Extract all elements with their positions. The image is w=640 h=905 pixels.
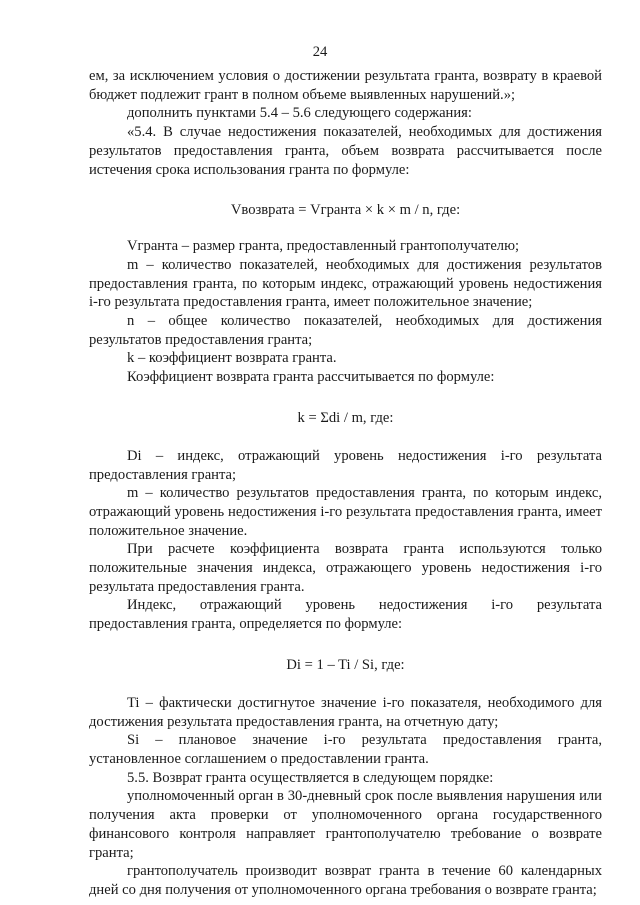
- page-number: 24: [312, 44, 328, 60]
- paragraph: Si – плановое значение i-го результата предоставления гранта, установленное соглашением о предоставлении гранта.: [89, 732, 602, 767]
- paragraph: Ti – фактически достигнутое значение i-го показателя, необходимого для достижения результата предоставления гранта, на отчетную дату;: [89, 694, 602, 730]
- paragraph: Vгранта – размер гранта, предоставленный грантополучателю;: [127, 238, 520, 255]
- paragraph: «5.4. В случае недостижения показателей, необходимых для достижения результатов предоставления гранта, объем возврата рассчитывается после истечения срока использования гранта по формуле:: [89, 124, 602, 178]
- paragraph: грантополучатель производит возврат гранта в течение 60 календарных дней со дня получения от уполномоченного органа требования о возврате гранта;: [89, 863, 602, 898]
- paragraph: уполномоченный орган в 30-дневный срок после выявления нарушения или получения акта проверки от уполномоченного органа государственного финансового контроля направляет грантополучателю требование о возврате гранта;: [89, 788, 602, 861]
- formula-coefficient: k = Σdi / m, где:: [297, 409, 394, 426]
- paragraph: дополнить пунктами 5.4 – 5.6 следующего содержания:: [127, 105, 472, 122]
- formula-index: Di = 1 – Ti / Si, где:: [286, 656, 405, 673]
- paragraph: Индекс, отражающий уровень недостижения i-го результата предоставления гранта, определяется по формуле:: [89, 597, 602, 633]
- paragraph: m – количество результатов предоставления гранта, по которым индекс, отражающий уровень недостижения i-го результата предоставления гранта, имеет положительное значение.: [89, 485, 602, 539]
- paragraph: m – количество показателей, необходимых для достижения результатов предоставления гранта, по которым индекс, отражающий уровень недостижения i-го результата предоставления гранта, имеет положительное значение;: [89, 256, 602, 311]
- document-body: [89, 67, 602, 900]
- paragraph: 5.5. Возврат гранта осуществляется в следующем порядке:: [127, 769, 494, 786]
- paragraph: При расчете коэффициента возврата гранта используются только положительные значения индекса, отражающего уровень недостижения i-го результата предоставления гранта.: [89, 541, 602, 595]
- paragraph: Di – индекс, отражающий уровень недостижения i-го результата предоставления гранта;: [89, 447, 602, 483]
- paragraph: Коэффициент возврата гранта рассчитывается по формуле:: [127, 369, 495, 386]
- paragraph: ем, за исключением условия о достижении результата гранта, возврату в краевой бюджет подлежит грант в полном объеме выявленных нарушений.»;: [89, 68, 602, 103]
- paragraph: n – общее количество показателей, необходимых для достижения результатов предоставления гранта;: [89, 313, 602, 348]
- formula-return-volume: Vвозврата = Vгранта × k × m / n, где:: [230, 202, 461, 219]
- paragraph: k – коэффициент возврата гранта.: [127, 350, 337, 367]
